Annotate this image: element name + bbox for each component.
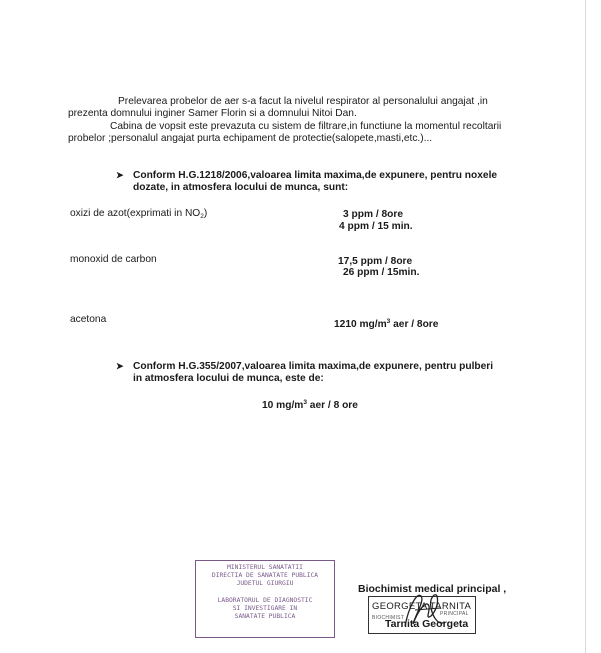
stamp-line-5: SI INVESTIGARE IN xyxy=(232,605,298,612)
stamp-line-2: DIRECTIA DE SANATATE PUBLICA xyxy=(211,572,319,579)
section-2-bullet-icon: ➤ xyxy=(116,361,124,371)
page-edge-line xyxy=(585,0,586,653)
nox-label: oxizi de azot(exprimati in NO2) xyxy=(70,208,208,220)
stamp-line-3: JUDETUL GIURGIU xyxy=(236,580,294,587)
stamp-role-right: PRINCIPAL xyxy=(440,611,469,617)
handwritten-signature xyxy=(395,586,455,634)
signatory-title: Biochimist medical principal , xyxy=(358,583,507,595)
stamp-line-1: MINISTERUL SANATATII xyxy=(227,564,303,571)
section-2-line-1: Conform H.G.355/2007,valoarea limita maxima,de expunere, pentru pulberi xyxy=(133,361,494,372)
acetone-limit: 1210 $mg/m^3$ aer / 8ore xyxy=(334,318,439,330)
section-1-line-1: Conform H.G.1218/2006,valoarea limita maxima,de expunere, pentru noxele xyxy=(133,170,498,181)
co-limit-15min: 26 ppm / 15min. xyxy=(343,267,420,278)
paragraph-1-line-1: Prelevarea probelor de aer s-a facut la nivelul respirator al personalului angajat ,in xyxy=(118,96,488,107)
nox-limit-15min: 4 ppm / 15 min. xyxy=(339,221,413,232)
paragraph-2-line-2: probelor ;personalul angajat purta echipament de protectie(salopete,masti,etc.)... xyxy=(68,133,433,144)
signatory-name: Tarnita Georgeta xyxy=(385,618,469,630)
section-1-line-2: dozate, in atmosfera locului de munca, sunt: xyxy=(133,182,349,193)
dust-limit: 10 $mg/m^3$ aer / 8 ore xyxy=(262,399,358,411)
stamp-line-6: SANATATE PUBLICA xyxy=(234,613,296,620)
paragraph-2-line-1: Cabina de vopsit este prevazuta cu sistem de filtrare,in functiune la momentul recoltarii xyxy=(110,121,502,132)
paragraph-1-line-2: prezenta domnului inginer Samer Florin si a domnului Nitoi Dan. xyxy=(68,108,357,119)
acetone-label: acetona xyxy=(70,314,107,325)
institution-stamp xyxy=(195,560,335,638)
section-2-line-2: in atmosfera locului de munca, este de: xyxy=(133,373,324,384)
co-limit-8h: 17,5 ppm / 8ore xyxy=(338,256,413,267)
stamp-name: GEORGETA TARNITA xyxy=(372,601,472,612)
stamp-role-left: BIOCHIMIST xyxy=(372,615,405,621)
nox-limit-8h: 3 ppm / 8ore xyxy=(343,209,404,220)
co-label: monoxid de carbon xyxy=(70,254,157,265)
section-1-bullet-icon: ➤ xyxy=(116,170,124,180)
stamp-line-4: LABORATORUL DE DIAGNOSTIC xyxy=(217,597,313,604)
